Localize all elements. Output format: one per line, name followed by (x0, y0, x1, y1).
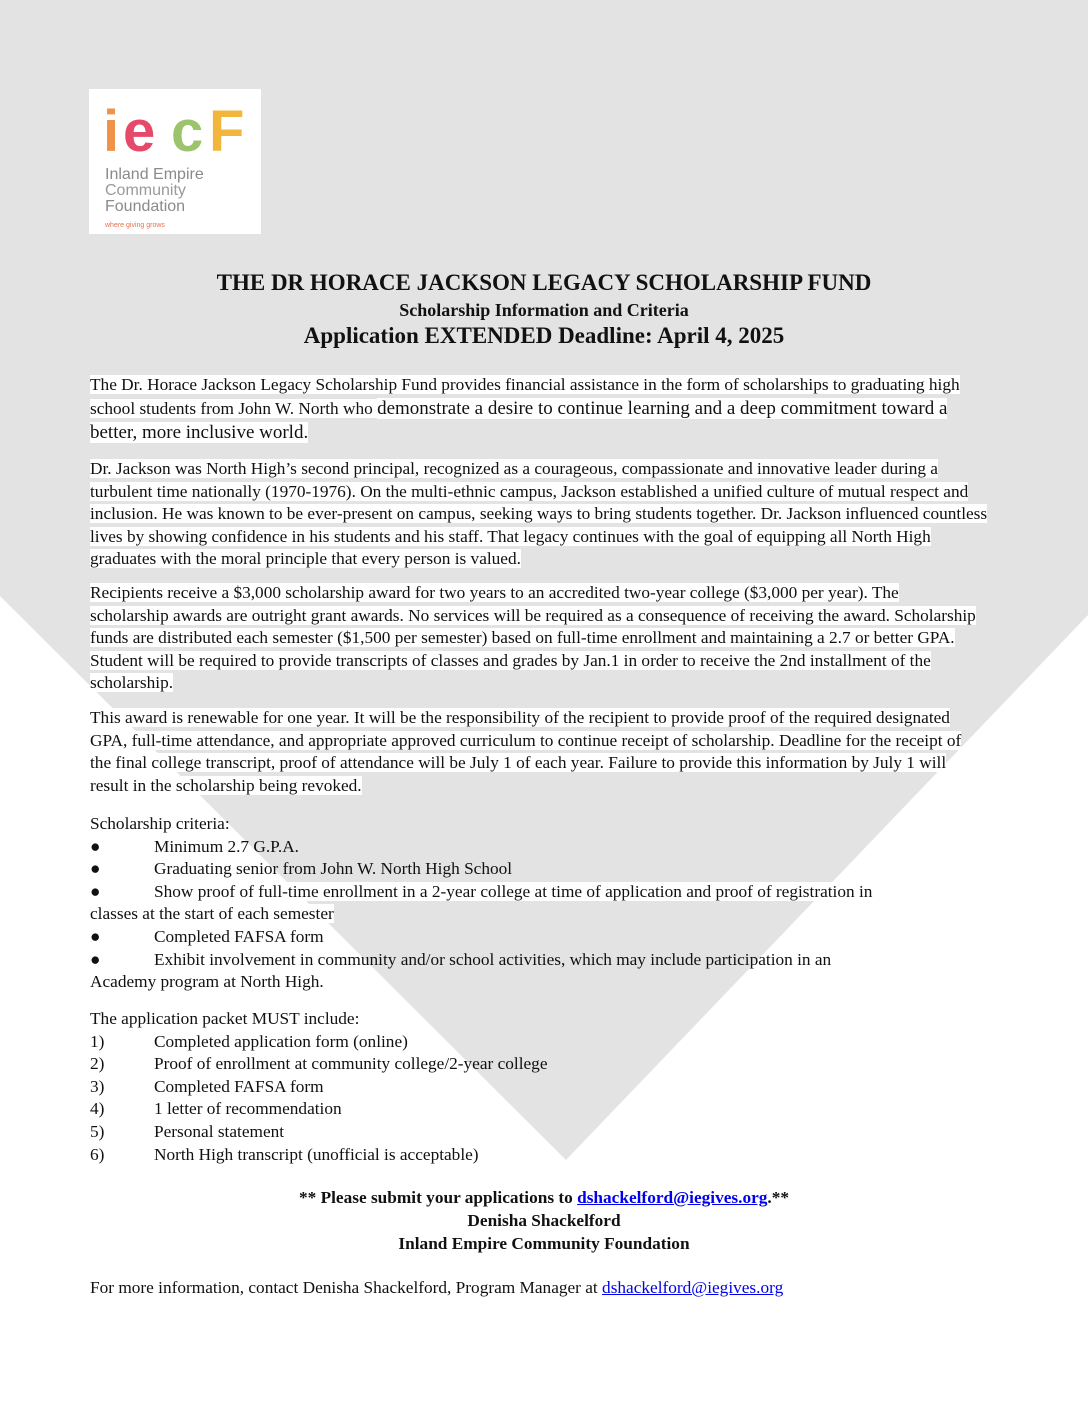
packet-text: Proof of enrollment at community college/2-year college (154, 1054, 548, 1074)
criteria-item (90, 881, 980, 904)
bullet-icon: ● (90, 859, 101, 879)
criteria-continuation: Academy program at North High. (90, 972, 324, 992)
packet-number: 3) (90, 1076, 105, 1096)
bullet-icon: ● (90, 926, 101, 946)
packet-list (90, 1008, 980, 1166)
submission-prefix: ** Please submit your applications to (298, 1188, 578, 1207)
document-title: THE DR HORACE JACKSON LEGACY SCHOLARSHIP FUND (216, 270, 872, 295)
submission-email-link[interactable]: dshackelford@iegives.org (577, 1188, 768, 1207)
criteria-text: Show proof of full-time enrollment in a 2-year college at time of application and proof of registration in (154, 881, 873, 901)
renewal-paragraph (90, 707, 980, 797)
background-paragraph (90, 458, 995, 571)
more-info-line (90, 1277, 783, 1300)
packet-text: Completed application form (online) (154, 1031, 408, 1051)
packet-item (90, 1144, 980, 1167)
criteria-text-continued (90, 971, 980, 994)
packet-number: 2) (90, 1054, 105, 1074)
logo-letter-e: e (123, 99, 156, 164)
contact-organization: Inland Empire Community Foundation (398, 1234, 690, 1253)
criteria-continuation: classes at the start of each semester (90, 904, 334, 924)
criteria-item (90, 836, 980, 859)
criteria-list (90, 813, 980, 994)
logo-line-2: Community (105, 182, 186, 199)
iecf-logo (89, 89, 261, 234)
packet-item (90, 1121, 980, 1144)
packet-text: 1 letter of recommendation (154, 1099, 342, 1119)
packet-item (90, 1098, 980, 1121)
packet-number: 5) (90, 1121, 105, 1141)
document-subtitle: Scholarship Information and Criteria (399, 300, 689, 320)
criteria-heading: Scholarship criteria: (90, 814, 230, 833)
packet-text: Completed FAFSA form (154, 1076, 324, 1096)
more-info-text: For more information, contact Denisha Shackelford, Program Manager at (90, 1278, 603, 1297)
criteria-item (90, 949, 980, 972)
intro-text-part2: demonstrate a desire to continue learning and a deep commitment toward a better, more inclusive world. (90, 397, 948, 443)
criteria-text: Graduating senior from John W. North High School (154, 859, 513, 879)
criteria-text: Exhibit involvement in community and/or school activities, which may include participation in an (154, 949, 832, 969)
packet-item (90, 1053, 980, 1076)
award-paragraph (90, 582, 980, 695)
bullet-icon: ● (90, 836, 101, 856)
award-text: Recipients receive a $3,000 scholarship award for two years to an accredited two-year college ($3,000 per year). The scholarship awards are outright grant awards. No services will be required as a consequence of receiving the award. Scholarship funds are distributed each semester ($1,500 per semester) based on full-time enrollment and maintaining a 2.7 or better GPA. Student will be required to provide transcripts of classes and grades by Jan.1 in order to receive the 2nd installment of the scholarship. (90, 583, 976, 693)
criteria-item (90, 926, 980, 949)
packet-item (90, 1031, 980, 1054)
logo-line-3: Foundation (105, 198, 186, 215)
submission-line (0, 1187, 1088, 1210)
logo-letter-i: i (103, 99, 120, 164)
packet-number: 1) (90, 1031, 105, 1051)
criteria-text-continued (90, 903, 980, 926)
packet-number: 4) (90, 1099, 105, 1119)
bullet-icon: ● (90, 949, 101, 969)
background-text: Dr. Jackson was North High’s second principal, recognized as a courageous, compassionate and innovative leader during a turbulent time nationally (1970-1976). On the multi-ethnic campus, Jackson established a unified culture of mutual respect and inclusion. He was known to be ever-present on campus, seeking ways to bring students together. Dr. Jackson influenced countless lives by showing confidence in his students and his staff. That legacy continues with the goal of equipping all North High graduates with the moral principle that every person is valued. (90, 459, 988, 569)
bullet-icon: ● (90, 881, 101, 901)
contact-name: Denisha Shackelford (467, 1211, 621, 1230)
more-info-email-link[interactable]: dshackelford@iegives.org (602, 1278, 784, 1297)
criteria-text: Completed FAFSA form (154, 926, 324, 946)
criteria-item (90, 858, 980, 881)
logo-tagline: where giving grows (105, 222, 165, 229)
intro-paragraph (90, 374, 995, 445)
packet-item (90, 1076, 980, 1099)
deadline-heading: Application EXTENDED Deadline: April 4, 2025 (303, 323, 785, 348)
packet-text: Personal statement (154, 1121, 285, 1141)
renewal-text: This award is renewable for one year. It will be the responsibility of the recipient to provide proof of the required designated GPA, full-time attendance, and appropriate approved curriculum to continue receipt of scholarship. Deadline for the receipt of the final college transcript, proof of attendance will be July 1 of each year. Failure to provide this information by July 1 will result in the scholarship being revoked. (90, 708, 962, 795)
criteria-text: Minimum 2.7 G.P.A. (154, 836, 299, 856)
logo-letter-c: c (171, 99, 204, 164)
logo-letter-f: F (209, 99, 245, 164)
submission-suffix: .** (767, 1188, 790, 1207)
packet-heading: The application packet MUST include: (90, 1009, 360, 1028)
logo-line-1: Inland Empire (105, 166, 204, 183)
packet-number: 6) (90, 1144, 105, 1164)
intro-text-part1: The Dr. Horace Jackson Legacy Scholarship Fund provides financial assistance in the form of scholarships to graduating high school students from John W. North who (90, 375, 960, 418)
packet-text: North High transcript (unofficial is acceptable) (154, 1144, 479, 1164)
